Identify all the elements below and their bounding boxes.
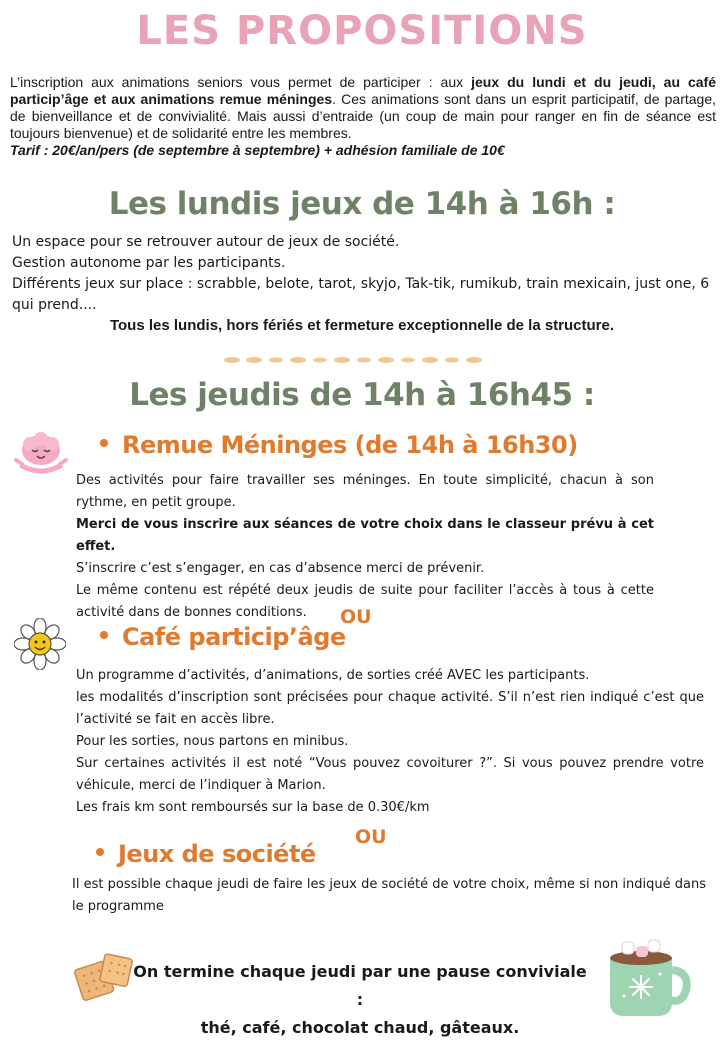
remue-line: S’inscrire c’est s’engager, en cas d’absence merci de prévenir. [76, 561, 485, 576]
closing-line-2: thé, café, chocolat chaud, gâteaux. [200, 1018, 520, 1037]
ou-label: OU [355, 826, 387, 848]
cafe-line: Pour les sorties, nous partons en minibus. [76, 734, 349, 749]
lundis-description [12, 232, 712, 316]
cafe-participage-text [76, 665, 704, 819]
cafe-participage-label: Café particip’âge [122, 623, 346, 651]
cafe-line: Sur certaines activités il est noté “Vous pouvez covoiturer ?”. Si vous pouvez prendre votre véhicule, merci de l’indiquer à Marion. [76, 756, 704, 793]
dashed-divider [222, 355, 496, 365]
lundis-heading: Les lundis jeux de 14h à 16h : [108, 186, 616, 222]
cafe-line: Les frais km sont remboursés sur la base de 0.30€/km [76, 800, 430, 815]
lundis-note: Tous les lundis, hors fériés et fermeture exceptionnelle de la structure. [109, 317, 615, 334]
closing-line-1: On termine chaque jeudi par une pause conviviale : [133, 962, 587, 1009]
intro-paragraph [10, 74, 716, 159]
lundis-line: Un espace pour se retrouver autour de jeux de société. [12, 234, 400, 250]
brain-icon [12, 430, 70, 476]
remue-meninges-label: Remue Méninges (de 14h à 16h30) [122, 431, 578, 459]
jeux-societe-text [72, 874, 706, 918]
page-title: LES PROPOSITIONS [136, 8, 588, 54]
intro-text-2: . Ces animations sont dans un esprit participatif, de partage, de bienveillance et de convivialité. Mais aussi d’entraide (un coup de main pour ranger en fin de séance est toujours bienvenue) et de solidarité entre les membres. [10, 91, 717, 141]
biscuits-icon [70, 950, 136, 1008]
remue-line: Merci de vous inscrire aux séances de votre choix dans le classeur prévu à cet effet. [76, 517, 654, 554]
cafe-line: Un programme d’activités, d’animations, de sorties créé AVEC les participants. [76, 668, 590, 683]
closing-text [130, 958, 590, 1042]
remue-line: Le même contenu est répété deux jeudis de suite pour faciliter l’accès à tous à cette activité dans de bonnes conditions. [76, 583, 654, 620]
intro-text-bold: jeux du lundi et du jeudi, au café particip’âge et aux animations remue méninges [10, 74, 717, 107]
remue-meninges-title [100, 431, 578, 459]
intro-text-1: L’inscription aux animations seniors vous permet de participer : aux [10, 74, 472, 90]
lundis-line: Différents jeux sur place : scrabble, belote, tarot, skyjo, Tak-tik, rumikub, train mexicain, just one, 6 qui prend.... [12, 276, 710, 313]
ou-label: OU [340, 606, 372, 628]
cafe-participage-title [100, 623, 346, 651]
remue-line: Des activités pour faire travailler ses méninges. En toute simplicité, chacun à son rythme, en petit groupe. [76, 473, 654, 510]
tarif-line: Tarif : 20€/an/pers (de septembre à septembre) + adhésion familiale de 10€ [10, 142, 505, 158]
hot-chocolate-mug-icon [604, 936, 694, 1020]
jeux-line: Il est possible chaque jeudi de faire les jeux de société de votre choix, même si non indiqué dans le programme [72, 877, 706, 914]
daisy-icon [14, 618, 66, 670]
jeux-societe-label: Jeux de société [118, 840, 316, 868]
bullet-icon [96, 848, 104, 856]
remue-meninges-text [76, 470, 654, 624]
lundis-line: Gestion autonome par les participants. [12, 255, 286, 271]
bullet-icon [100, 631, 108, 639]
jeudis-heading: Les jeudis de 14h à 16h45 : [129, 377, 595, 413]
cafe-line: les modalités d’inscription sont précisées pour chaque activité. S’il n’est rien indiqué c’est que l’activité se fait en accès libre. [76, 690, 704, 727]
bullet-icon [100, 439, 108, 447]
jeux-societe-title [96, 840, 316, 868]
